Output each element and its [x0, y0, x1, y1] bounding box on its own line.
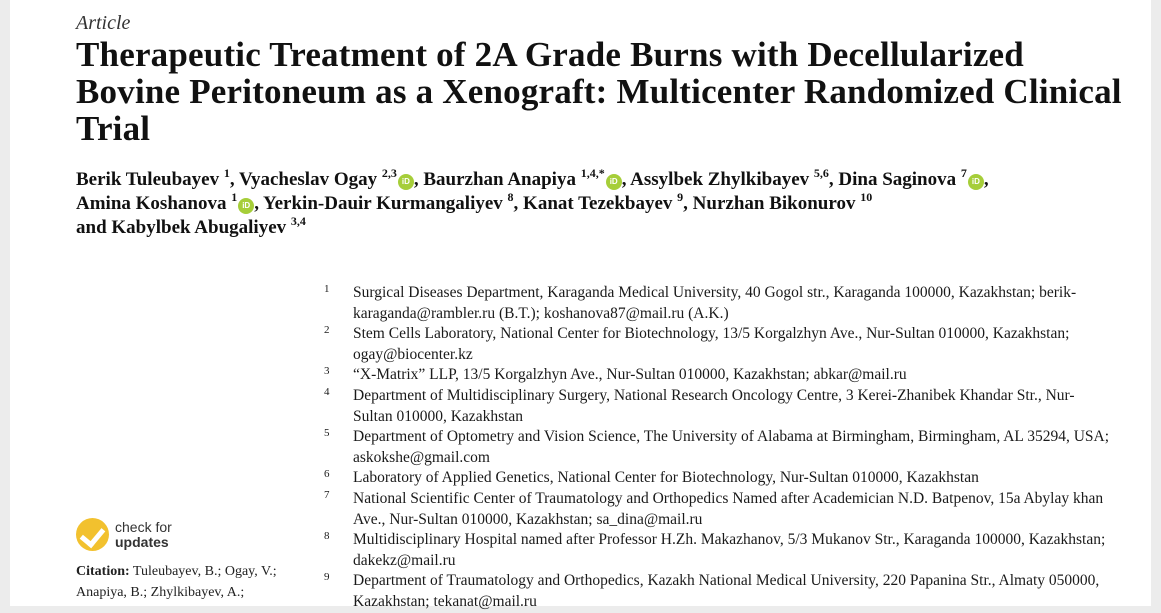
- affiliation-number: 9: [324, 571, 330, 584]
- author-affiliation-marker: 7: [960, 166, 967, 180]
- author-affiliation-marker: 1,4,*: [580, 166, 605, 180]
- author-name: and Kabylbek Abugaliyev: [76, 217, 287, 238]
- article-title: Therapeutic Treatment of 2A Grade Burns with Decellularized Bovine Peritoneum as a Xenograft: Multicenter Randomized Clinical Trial: [76, 35, 1122, 148]
- author-name: Vyacheslav Ogay: [239, 169, 378, 190]
- affiliation-item: [324, 283, 1114, 324]
- affiliation-item: [324, 427, 1114, 468]
- author-affiliation-marker: 2,3: [381, 166, 397, 180]
- affiliation-number: 2: [324, 324, 330, 337]
- author-name: Amina Koshanova: [76, 193, 227, 214]
- article-page: [10, 0, 1151, 610]
- affiliation-number: 5: [324, 427, 330, 440]
- affiliation-number: 3: [324, 365, 330, 378]
- affiliation-text: Department of Multidisciplinary Surgery, National Research Oncology Centre, 3 Kerei-Zhanibek Khandar Str., Nur-Sultan 010000, Kazakhstan: [353, 386, 1075, 425]
- author-affiliation-marker: 9: [677, 190, 684, 204]
- check-for-updates-label: check for updates: [115, 518, 172, 550]
- affiliation-item: [324, 571, 1114, 612]
- author-name: Dina Saginova: [838, 169, 957, 190]
- affiliation-number: 4: [324, 385, 330, 398]
- author-affiliation-marker: 1: [231, 190, 238, 204]
- citation-text-line: Tuleubayev, B.; Ogay, V.;: [132, 564, 277, 579]
- affiliation-text: Surgical Diseases Department, Karaganda Medical University, 40 Gogol str., Karaganda 100000, Kazakhstan; berik-karaganda@rambler.ru (B.T.); koshanova87@mail.ru (A.K.): [353, 284, 1077, 322]
- author-affiliation-marker: 10: [860, 190, 873, 204]
- affiliations-list: [324, 283, 1114, 613]
- citation-label: Citation:: [76, 564, 130, 579]
- affiliation-text: Department of Traumatology and Orthopedics, Kazakh National Medical University, 220 Papanina Str., Almaty 050000, Kazakhstan; tekanat@mail.ru: [353, 572, 1100, 610]
- affiliation-number: 7: [324, 488, 330, 501]
- affiliation-number: 1: [324, 283, 330, 295]
- affiliation-item: [324, 386, 1114, 427]
- author-name: Kanat Tezekbayev: [523, 193, 673, 214]
- author-affiliation-marker: 3,4: [290, 214, 306, 228]
- author-list: Berik Tuleubayev $^1$, Vyacheslav Ogay $^{2,3}$iD , Baurzhan Anapiya $^{1,4,*}$iD , Assylbek Zhylkibayev $^{5,6}$, Dina Saginova $^7$iD , Amina Koshanova $^1$iD , Yerkin-Dauir Kurmangaliyev $^8$, Kanat Tezekbayev $^9$, Nurzhan Bikonurov $^{10}$ and Kabylbek Abugaliyev $^{3,4}$: [76, 166, 989, 238]
- author-name: Yerkin-Dauir Kurmangaliyev: [263, 193, 503, 214]
- affiliation-text: Stem Cells Laboratory, National Center for Biotechnology, 13/5 Korgalzhyn Ave., Nur-Sultan 010000, Kazakhstan; ogay@biocenter.kz: [353, 325, 1070, 363]
- author-name: Nurzhan Bikonurov: [692, 193, 856, 214]
- checkmark-icon: [76, 518, 109, 551]
- affiliation-item: [324, 365, 1114, 386]
- affiliation-text: Multidisciplinary Hospital named after Professor H.Zh. Makazhanov, 5/3 Mukanov Str., Karaganda 100000, Kazakhstan; dakekz@mail.ru: [353, 531, 1106, 569]
- author-name: Berik Tuleubayev: [76, 169, 220, 190]
- affiliation-text: National Scientific Center of Traumatology and Orthopedics Named after Academician N.D. Batpenov, 15a Abylay khan Ave., Nur-Sultan 010000, Kazakhstan; sa_dina@mail.ru: [353, 489, 1104, 528]
- affiliation-number: 6: [324, 468, 330, 481]
- author-name: Baurzhan Anapiya: [423, 169, 576, 190]
- orcid-icon[interactable]: iD: [968, 174, 984, 190]
- affiliation-text: Laboratory of Applied Genetics, National Center for Biotechnology, Nur-Sultan 010000, Kazakhstan: [353, 469, 979, 487]
- author-affiliation-marker: 5,6: [813, 166, 829, 180]
- affiliation-number: 8: [324, 530, 330, 543]
- author-affiliation-marker: 8: [507, 190, 514, 204]
- article-type-label: Article: [76, 12, 131, 34]
- orcid-icon[interactable]: iD: [606, 174, 622, 190]
- citation-text-line: Anapiya, B.; Zhylkibayev, A.;: [76, 585, 245, 600]
- orcid-icon[interactable]: iD: [238, 198, 254, 214]
- affiliation-item: [324, 489, 1114, 530]
- affiliation-item: [324, 530, 1114, 571]
- author-affiliation-marker: 1: [223, 166, 230, 180]
- affiliation-item: [324, 324, 1114, 365]
- orcid-icon[interactable]: iD: [398, 174, 414, 190]
- author-name: Assylbek Zhylkibayev: [630, 169, 810, 190]
- check-for-updates-badge[interactable]: [76, 518, 172, 551]
- affiliation-text: “X-Matrix” LLP, 13/5 Korgalzhyn Ave., Nur-Sultan 010000, Kazakhstan; abkar@mail.ru: [353, 366, 907, 384]
- affiliation-item: [324, 468, 1114, 489]
- affiliation-text: Department of Optometry and Vision Science, The University of Alabama at Birmingham, Birmingham, AL 35294, USA; askokshe@gmail.com: [353, 428, 1110, 466]
- citation-block: [76, 561, 296, 603]
